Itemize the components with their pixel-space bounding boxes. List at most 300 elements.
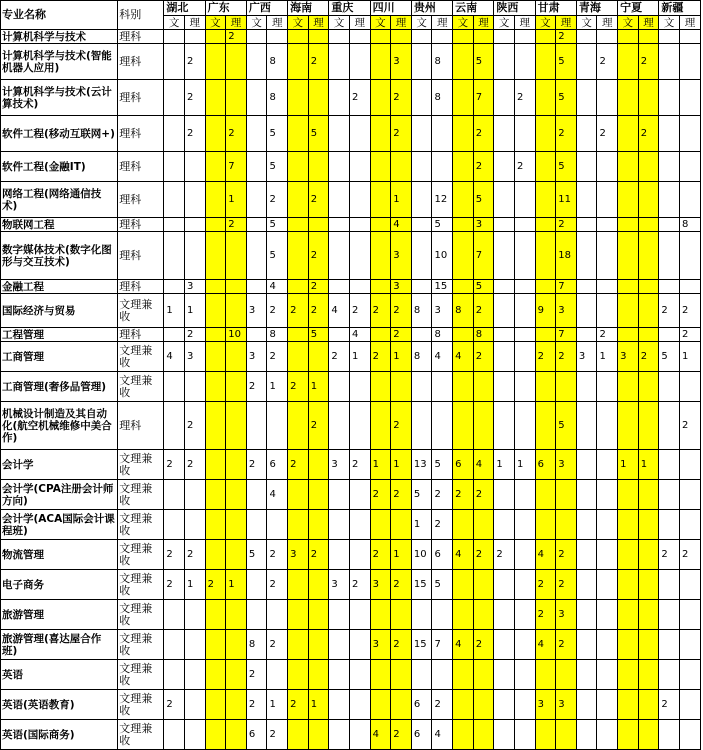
- quota-cell: [370, 600, 391, 630]
- quota-cell: 2: [246, 660, 267, 690]
- science-subheader: 理: [432, 16, 453, 30]
- quota-cell: [349, 720, 370, 750]
- quota-cell: [597, 450, 618, 480]
- quota-cell: [576, 510, 597, 540]
- major-name: 工程管理: [1, 328, 118, 342]
- quota-cell: [597, 402, 618, 450]
- quota-cell: 4: [391, 218, 412, 232]
- quota-cell: 3: [329, 450, 350, 480]
- quota-cell: [205, 540, 226, 570]
- quota-cell: [514, 182, 535, 218]
- quota-cell: 2: [308, 280, 329, 294]
- quota-cell: 2: [329, 342, 350, 372]
- quota-cell: [391, 30, 412, 44]
- quota-cell: [494, 690, 515, 720]
- quota-cell: 2: [267, 570, 288, 600]
- quota-cell: [308, 480, 329, 510]
- quota-cell: [679, 232, 700, 280]
- quota-cell: [659, 80, 680, 116]
- quota-cell: 1: [226, 182, 247, 218]
- quota-cell: 13: [411, 450, 432, 480]
- quota-cell: [226, 280, 247, 294]
- quota-cell: 10: [432, 232, 453, 280]
- quota-cell: [308, 218, 329, 232]
- quota-cell: [205, 480, 226, 510]
- quota-cell: 1: [184, 570, 205, 600]
- quota-cell: [597, 720, 618, 750]
- quota-cell: 2: [473, 116, 494, 152]
- quota-cell: [164, 720, 185, 750]
- arts-subheader: 文: [370, 16, 391, 30]
- quota-cell: 2: [432, 690, 453, 720]
- quota-cell: [288, 218, 309, 232]
- category: 理科: [118, 30, 164, 44]
- quota-cell: [494, 182, 515, 218]
- quota-cell: 10: [226, 328, 247, 342]
- quota-cell: 2: [556, 218, 577, 232]
- table-row: [1, 450, 701, 480]
- quota-cell: 2: [391, 294, 412, 328]
- quota-cell: [494, 660, 515, 690]
- major-name: 计算机科学与技术(智能机器人应用): [1, 44, 118, 80]
- quota-cell: [246, 182, 267, 218]
- quota-cell: [391, 152, 412, 182]
- category-header: 科别: [118, 1, 164, 30]
- region-header: 贵州: [411, 1, 452, 16]
- quota-cell: [453, 152, 474, 182]
- quota-cell: [453, 80, 474, 116]
- quota-cell: [205, 510, 226, 540]
- quota-cell: [576, 402, 597, 450]
- table-row: [1, 540, 701, 570]
- quota-cell: [349, 630, 370, 660]
- quota-cell: 2: [597, 44, 618, 80]
- quota-cell: [618, 218, 639, 232]
- quota-cell: 18: [556, 232, 577, 280]
- quota-cell: [411, 660, 432, 690]
- quota-cell: 2: [473, 152, 494, 182]
- quota-cell: 8: [473, 328, 494, 342]
- category: 理科: [118, 116, 164, 152]
- quota-cell: [597, 80, 618, 116]
- major-name: 软件工程(移动互联网+): [1, 116, 118, 152]
- quota-cell: 3: [370, 630, 391, 660]
- major-name: 旅游管理: [1, 600, 118, 630]
- quota-cell: [411, 402, 432, 450]
- quota-cell: [308, 570, 329, 600]
- quota-cell: 2: [679, 328, 700, 342]
- table-row: [1, 690, 701, 720]
- quota-cell: 1: [164, 294, 185, 328]
- quota-cell: 1: [494, 450, 515, 480]
- quota-cell: 2: [267, 182, 288, 218]
- quota-cell: [576, 570, 597, 600]
- quota-cell: [514, 30, 535, 44]
- quota-cell: 4: [453, 540, 474, 570]
- table-body: [1, 30, 701, 750]
- quota-cell: [370, 372, 391, 402]
- science-subheader: 理: [391, 16, 412, 30]
- quota-cell: 5: [267, 218, 288, 232]
- quota-cell: [638, 182, 659, 218]
- quota-cell: [370, 80, 391, 116]
- quota-cell: [329, 232, 350, 280]
- quota-cell: [494, 480, 515, 510]
- quota-cell: 6: [453, 450, 474, 480]
- region-header: 海南: [288, 1, 329, 16]
- quota-cell: 8: [453, 294, 474, 328]
- quota-cell: [349, 480, 370, 510]
- quota-cell: 1: [184, 294, 205, 328]
- quota-cell: 2: [556, 116, 577, 152]
- quota-cell: [576, 232, 597, 280]
- quota-cell: [164, 402, 185, 450]
- major-name: 电子商务: [1, 570, 118, 600]
- quota-cell: [535, 480, 556, 510]
- major-name: 网络工程(网络通信技术): [1, 182, 118, 218]
- quota-cell: [597, 280, 618, 294]
- quota-cell: [288, 480, 309, 510]
- table-row: [1, 116, 701, 152]
- quota-cell: 2: [370, 342, 391, 372]
- quota-cell: [453, 182, 474, 218]
- quota-cell: [494, 720, 515, 750]
- quota-cell: [494, 570, 515, 600]
- quota-cell: [618, 280, 639, 294]
- quota-cell: [205, 600, 226, 630]
- quota-cell: [679, 660, 700, 690]
- quota-cell: 8: [411, 294, 432, 328]
- quota-cell: 2: [473, 342, 494, 372]
- quota-cell: [618, 720, 639, 750]
- quota-cell: [370, 218, 391, 232]
- quota-cell: [618, 372, 639, 402]
- quota-cell: 2: [184, 44, 205, 80]
- quota-cell: 1: [370, 450, 391, 480]
- quota-cell: 3: [370, 570, 391, 600]
- quota-cell: 3: [473, 218, 494, 232]
- quota-cell: [329, 540, 350, 570]
- quota-cell: [494, 402, 515, 450]
- quota-cell: 2: [453, 480, 474, 510]
- quota-cell: [246, 116, 267, 152]
- quota-cell: [535, 402, 556, 450]
- quota-cell: 2: [184, 328, 205, 342]
- quota-cell: [184, 372, 205, 402]
- quota-cell: [679, 116, 700, 152]
- quota-cell: 1: [411, 510, 432, 540]
- quota-cell: 15: [411, 630, 432, 660]
- quota-cell: 2: [288, 372, 309, 402]
- quota-cell: 2: [659, 690, 680, 720]
- quota-cell: [618, 30, 639, 44]
- quota-cell: [576, 152, 597, 182]
- quota-cell: [597, 510, 618, 540]
- quota-cell: [184, 218, 205, 232]
- quota-cell: [638, 294, 659, 328]
- quota-cell: [288, 30, 309, 44]
- quota-cell: [618, 570, 639, 600]
- quota-cell: [618, 402, 639, 450]
- quota-cell: [205, 372, 226, 402]
- quota-cell: [473, 510, 494, 540]
- quota-cell: [597, 218, 618, 232]
- quota-cell: 2: [164, 450, 185, 480]
- quota-cell: [226, 660, 247, 690]
- table-row: [1, 600, 701, 630]
- quota-cell: [205, 44, 226, 80]
- quota-cell: [226, 372, 247, 402]
- quota-cell: 7: [226, 152, 247, 182]
- quota-cell: [494, 280, 515, 294]
- quota-cell: [205, 342, 226, 372]
- quota-cell: [329, 280, 350, 294]
- arts-subheader: 文: [453, 16, 474, 30]
- quota-cell: [246, 30, 267, 44]
- category: 文理兼收: [118, 450, 164, 480]
- quota-cell: 3: [556, 600, 577, 630]
- region-header: 青海: [576, 1, 617, 16]
- quota-cell: [411, 152, 432, 182]
- quota-cell: [184, 30, 205, 44]
- quota-cell: [453, 402, 474, 450]
- quota-cell: 2: [267, 540, 288, 570]
- major-name: 计算机科学与技术: [1, 30, 118, 44]
- quota-cell: [349, 280, 370, 294]
- quota-cell: [370, 44, 391, 80]
- quota-cell: 5: [473, 44, 494, 80]
- quota-cell: [226, 80, 247, 116]
- quota-cell: [370, 402, 391, 450]
- quota-cell: [535, 372, 556, 402]
- quota-cell: [618, 152, 639, 182]
- quota-cell: 2: [556, 570, 577, 600]
- quota-cell: [494, 600, 515, 630]
- quota-cell: [473, 570, 494, 600]
- quota-cell: 11: [556, 182, 577, 218]
- quota-cell: 4: [535, 540, 556, 570]
- quota-cell: [164, 280, 185, 294]
- arts-subheader: 文: [535, 16, 556, 30]
- science-subheader: 理: [556, 16, 577, 30]
- quota-cell: [659, 720, 680, 750]
- quota-cell: [514, 540, 535, 570]
- quota-cell: [205, 294, 226, 328]
- quota-cell: [226, 540, 247, 570]
- quota-cell: [349, 218, 370, 232]
- science-subheader: 理: [308, 16, 329, 30]
- quota-cell: 8: [267, 328, 288, 342]
- quota-cell: 2: [184, 450, 205, 480]
- quota-cell: [308, 152, 329, 182]
- quota-cell: [391, 510, 412, 540]
- quota-cell: 15: [411, 570, 432, 600]
- quota-cell: [597, 690, 618, 720]
- category: 理科: [118, 402, 164, 450]
- table-row: [1, 294, 701, 328]
- quota-cell: 5: [308, 116, 329, 152]
- quota-cell: [391, 600, 412, 630]
- quota-cell: [432, 660, 453, 690]
- quota-cell: [432, 30, 453, 44]
- category: 理科: [118, 80, 164, 116]
- quota-cell: [205, 232, 226, 280]
- quota-cell: [308, 80, 329, 116]
- quota-cell: [411, 328, 432, 342]
- arts-subheader: 文: [164, 16, 185, 30]
- quota-cell: [411, 372, 432, 402]
- region-header: 新疆: [659, 1, 701, 16]
- quota-cell: [679, 480, 700, 510]
- quota-cell: [514, 294, 535, 328]
- quota-cell: [535, 218, 556, 232]
- major-name: 金融工程: [1, 280, 118, 294]
- quota-cell: 4: [453, 342, 474, 372]
- major-name: 机械设计制造及其自动化(航空机械维修中美合作): [1, 402, 118, 450]
- quota-cell: [205, 402, 226, 450]
- quota-cell: [411, 44, 432, 80]
- quota-cell: 1: [391, 540, 412, 570]
- quota-cell: [638, 280, 659, 294]
- quota-cell: [638, 372, 659, 402]
- quota-cell: [453, 690, 474, 720]
- quota-cell: 3: [329, 570, 350, 600]
- quota-cell: [267, 600, 288, 630]
- quota-cell: [205, 630, 226, 660]
- quota-cell: [370, 328, 391, 342]
- quota-cell: [164, 116, 185, 152]
- quota-cell: 7: [556, 280, 577, 294]
- quota-cell: [411, 30, 432, 44]
- arts-subheader: 文: [246, 16, 267, 30]
- quota-cell: 1: [226, 570, 247, 600]
- quota-cell: 4: [329, 294, 350, 328]
- quota-cell: [618, 630, 639, 660]
- quota-cell: [679, 510, 700, 540]
- quota-cell: [535, 152, 556, 182]
- category: 文理兼收: [118, 372, 164, 402]
- quota-cell: 7: [432, 630, 453, 660]
- quota-cell: [576, 328, 597, 342]
- quota-cell: 1: [514, 450, 535, 480]
- quota-cell: [494, 218, 515, 232]
- quota-cell: 4: [473, 450, 494, 480]
- quota-cell: 3: [576, 342, 597, 372]
- quota-cell: 8: [432, 80, 453, 116]
- quota-cell: 5: [432, 570, 453, 600]
- quota-cell: [659, 152, 680, 182]
- quota-cell: 2: [370, 540, 391, 570]
- category: 文理兼收: [118, 600, 164, 630]
- quota-cell: 2: [391, 116, 412, 152]
- quota-cell: 3: [618, 342, 639, 372]
- quota-cell: 5: [246, 540, 267, 570]
- table-row: [1, 510, 701, 540]
- quota-cell: [494, 116, 515, 152]
- quota-cell: [514, 720, 535, 750]
- major-name: 旅游管理(喜达屋合作班): [1, 630, 118, 660]
- table-row: [1, 480, 701, 510]
- science-subheader: 理: [638, 16, 659, 30]
- quota-cell: 2: [184, 540, 205, 570]
- table-row: [1, 570, 701, 600]
- arts-subheader: 文: [659, 16, 680, 30]
- quota-cell: 8: [411, 342, 432, 372]
- quota-cell: [535, 232, 556, 280]
- quota-cell: [618, 600, 639, 630]
- quota-cell: [164, 660, 185, 690]
- quota-cell: 4: [453, 630, 474, 660]
- quota-cell: [308, 342, 329, 372]
- quota-cell: [164, 44, 185, 80]
- quota-cell: 2: [391, 80, 412, 116]
- quota-cell: [576, 116, 597, 152]
- quota-cell: [288, 152, 309, 182]
- quota-cell: 2: [226, 218, 247, 232]
- quota-cell: [514, 510, 535, 540]
- quota-cell: [411, 600, 432, 630]
- quota-cell: [473, 30, 494, 44]
- quota-cell: [288, 116, 309, 152]
- quota-cell: 5: [556, 44, 577, 80]
- quota-cell: [535, 660, 556, 690]
- quota-cell: [659, 450, 680, 480]
- quota-cell: 9: [535, 294, 556, 328]
- table-row: [1, 30, 701, 44]
- quota-cell: 1: [597, 342, 618, 372]
- quota-cell: 5: [556, 152, 577, 182]
- quota-cell: [288, 630, 309, 660]
- quota-cell: 3: [556, 690, 577, 720]
- quota-cell: [391, 372, 412, 402]
- quota-cell: [205, 660, 226, 690]
- quota-cell: [205, 152, 226, 182]
- quota-cell: [453, 328, 474, 342]
- quota-cell: 2: [164, 540, 185, 570]
- quota-cell: [453, 600, 474, 630]
- quota-cell: [576, 372, 597, 402]
- quota-cell: 2: [246, 450, 267, 480]
- quota-cell: [494, 630, 515, 660]
- major-name: 工商管理: [1, 342, 118, 372]
- quota-cell: [329, 30, 350, 44]
- quota-cell: [349, 600, 370, 630]
- quota-cell: 2: [246, 690, 267, 720]
- science-subheader: 理: [184, 16, 205, 30]
- quota-cell: 5: [556, 80, 577, 116]
- quota-cell: 4: [267, 280, 288, 294]
- quota-cell: [473, 660, 494, 690]
- quota-cell: [370, 30, 391, 44]
- quota-cell: 2: [473, 294, 494, 328]
- quota-cell: [164, 510, 185, 540]
- quota-cell: [659, 218, 680, 232]
- quota-cell: [514, 660, 535, 690]
- category: 理科: [118, 280, 164, 294]
- quota-cell: [329, 600, 350, 630]
- quota-cell: [659, 510, 680, 540]
- table-row: [1, 402, 701, 450]
- quota-cell: [638, 690, 659, 720]
- quota-cell: 6: [267, 450, 288, 480]
- major-name: 英语(英语教育): [1, 690, 118, 720]
- quota-cell: [556, 480, 577, 510]
- quota-cell: [659, 570, 680, 600]
- quota-cell: 2: [659, 294, 680, 328]
- quota-cell: 6: [535, 450, 556, 480]
- quota-cell: [514, 328, 535, 342]
- quota-cell: 2: [432, 480, 453, 510]
